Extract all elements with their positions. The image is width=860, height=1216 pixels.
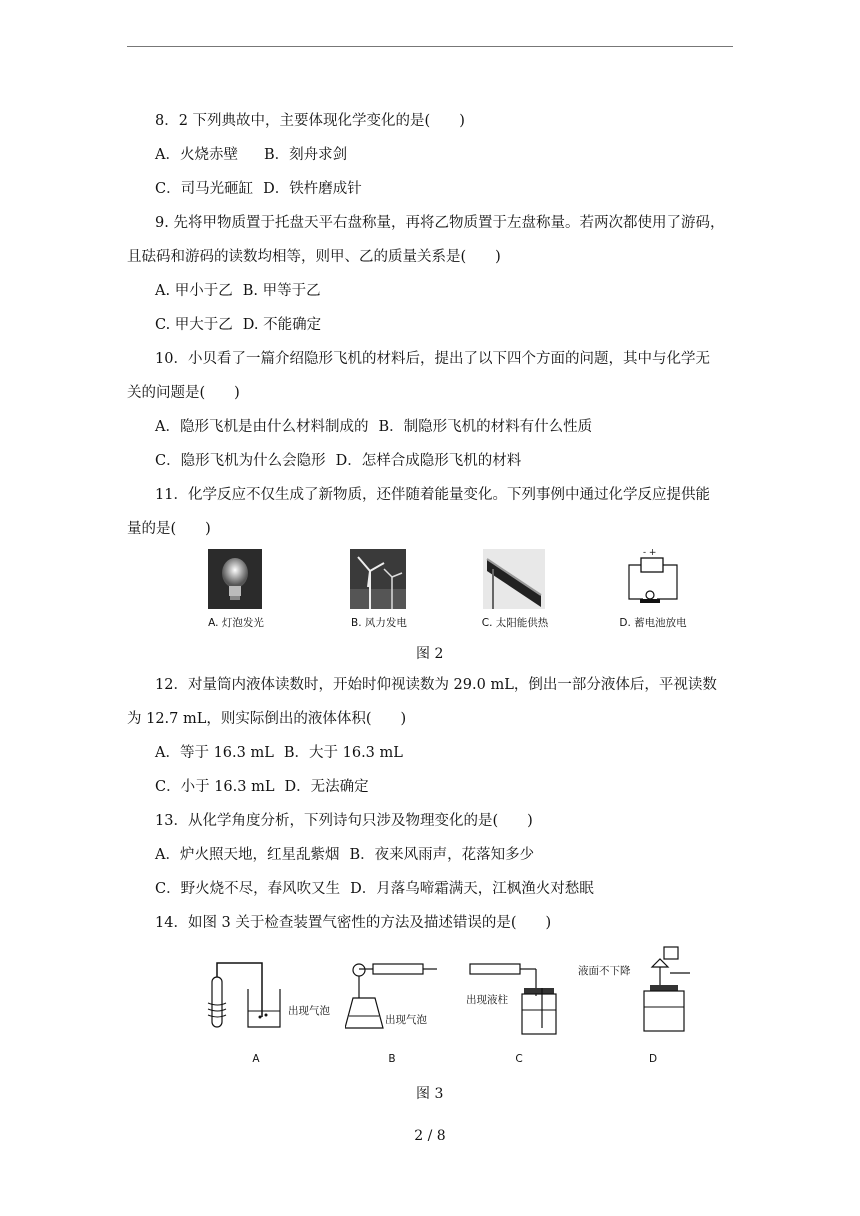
q13-option-b: B．夜来风雨声，花落知多少 [349, 847, 535, 863]
q10-option-a: A．隐形飞机是由什么材料制成的 [155, 419, 369, 435]
q8-stem: 8．2 下列典故中，主要体现化学变化的是( ) [155, 113, 465, 129]
q12-options-row2 [155, 777, 369, 797]
q8-option-c: C．司马光砸缸 [155, 181, 254, 197]
q9-option-d: D. 不能确定 [242, 317, 322, 333]
q9-option-b: B. 甲等于乙 [242, 283, 321, 299]
q9-stem-line2: 且砝码和游码的读数均相等，则甲、乙的质量关系是( ) [127, 249, 501, 265]
q11-stem-line1: 11．化学反应不仅生成了新物质，还伴随着能量变化。下列事例中通过化学反应提供能 [155, 487, 710, 503]
apparatus-a-diagram [200, 955, 290, 1035]
apparatus-letter-a: A [252, 1053, 260, 1065]
q9-option-a: A. 甲小于乙 [155, 283, 233, 299]
lightbulb-photo [208, 549, 262, 609]
q8-option-b: B．刻舟求剑 [263, 147, 348, 163]
q10-stem-line2: 关的问题是( ) [127, 385, 240, 401]
q9-option-c: C. 甲大于乙 [155, 317, 233, 333]
figure-3-label: 图 3 [416, 1086, 444, 1102]
q10-options-row2 [155, 451, 521, 471]
q13-option-c: C．野火烧不尽，春风吹又生 [155, 881, 341, 897]
apparatus-letter-b: B [388, 1053, 396, 1065]
q12-option-b: B．大于 16.3 mL [283, 745, 403, 761]
q13-options-row1 [155, 845, 534, 865]
q12-option-a: A．等于 16.3 mL [155, 745, 274, 761]
q10-option-c: C．隐形飞机为什么会隐形 [155, 453, 326, 469]
figure-2-label: 图 2 [416, 646, 444, 662]
q12-option-c: C．小于 16.3 mL [155, 779, 275, 795]
q12-stem-line2: 为 12.7 mL，则实际倒出的液体体积( ) [127, 711, 407, 727]
q8-option-a: A．火烧赤壁 [155, 147, 238, 163]
q13-option-d: D．月落乌啼霜满天，江枫渔火对愁眠 [350, 881, 594, 897]
q9-options-row2 [155, 315, 321, 335]
solar-heater-photo [483, 549, 545, 609]
apparatus-letter-c: C [515, 1053, 523, 1065]
apparatus-d-label: 液面不下降 [578, 965, 631, 977]
q10-stem-line1: 10．小贝看了一篇介绍隐形飞机的材料后，提出了以下四个方面的问题，其中与化学无 [155, 351, 710, 367]
wind-turbine-photo [350, 549, 406, 609]
header-rule [127, 46, 733, 47]
q9-stem-line1: 9. 先将甲物质置于托盘天平右盘称量，再将乙物质置于左盘称量。若两次都使用了游码， [155, 215, 725, 231]
q12-stem-line1: 12．对量筒内液体读数时，开始时仰视读数为 29.0 mL，倒出一部分液体后，平视读数 [155, 677, 717, 693]
q9-options-row1 [155, 281, 321, 301]
apparatus-letter-d: D [648, 1053, 658, 1065]
q12-option-d: D．无法确定 [284, 779, 369, 795]
apparatus-a-label: 出现气泡 [288, 1005, 330, 1017]
battery-circuit-diagram [623, 547, 683, 611]
apparatus-c-label: 出现液柱 [466, 994, 508, 1006]
q12-options-row1 [155, 743, 403, 763]
svg-text:- +: - + [643, 548, 657, 558]
q13-options-row2 [155, 879, 594, 899]
q13-stem: 13．从化学角度分析，下列诗句只涉及物理变化的是( ) [155, 813, 533, 829]
q14-stem: 14．如图 3 关于检查装置气密性的方法及描述错误的是( ) [155, 915, 552, 931]
caption-wind: B. 风力发电 [351, 617, 407, 629]
caption-solar: C. 太阳能供热 [481, 617, 549, 629]
q10-option-b: B．制隐形飞机的材料有什么性质 [378, 419, 593, 435]
q8-options-row2 [155, 179, 362, 199]
q8-options-row1 [155, 145, 347, 165]
q10-options-row1 [155, 417, 592, 437]
page-number: 2 / 8 [414, 1128, 446, 1144]
apparatus-d-diagram [630, 945, 705, 1037]
q8-option-d: D．铁杵磨成针 [263, 181, 362, 197]
caption-lightbulb: A. 灯泡发光 [208, 617, 264, 629]
q11-stem-line2: 量的是( ) [127, 521, 211, 537]
caption-battery: D. 蓄电池放电 [619, 617, 687, 629]
apparatus-b-label: 出现气泡 [385, 1014, 427, 1026]
q10-option-d: D．怎样合成隐形飞机的材料 [335, 453, 522, 469]
q13-option-a: A．炉火照天地，红星乱紫烟 [155, 847, 340, 863]
